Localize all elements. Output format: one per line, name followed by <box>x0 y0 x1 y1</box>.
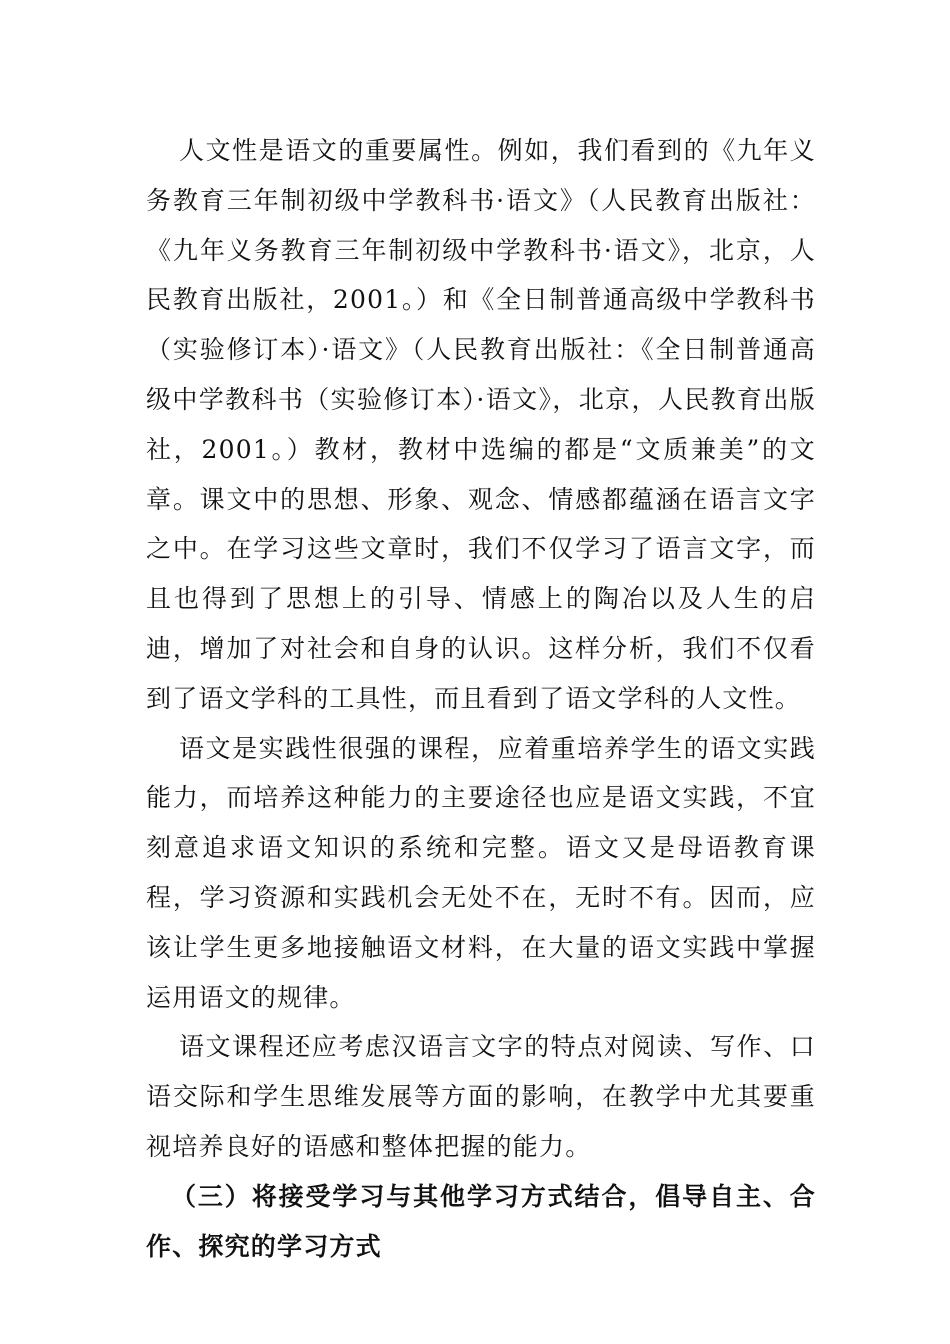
section-heading: （三）将接受学习与其他学习方式结合，倡导自主、合作、探究的学习方式 <box>146 1181 816 1261</box>
paragraph-language-features: 语文课程还应考虑汉语言文字的特点对阅读、写作、口语交际和学生思维发展等方面的影响，在教学中尤其要重视培养良好的语感和整体把握的能力。 <box>146 1032 816 1161</box>
paragraph-humanistic: 人文性是语文的重要属性。例如，我们看到的《九年义务教育三年制初级中学教科书·语文》（人民教育出版社：《九年义务教育三年制初级中学教科书·语文》，北京，人民教育出版社，2001。）和《全日制普通高级中学教科书（实验修订本）·语文》（人民教育出版社：《全日制普通高级中学教科书（实验修订本）·语文》，北京，人民教育出版社，2001。）教材，教材中选编的都是“文质兼美”的文章。课文中的思想、形象、观念、情感都蕴涵在语言文字之中。在学习这些文章时，我们不仅学习了语言文字，而且也得到了思想上的引导、情感上的陶冶以及人生的启迪，增加了对社会和自身的认识。这样分析，我们不仅看到了语文学科的工具性，而且看到了语文学科的人文性。 <box>146 136 816 713</box>
paragraph-practice: 语文是实践性很强的课程，应着重培养学生的语文实践能力，而培养这种能力的主要途径也应是语文实践，不宜刻意追求语文知识的系统和完整。语文又是母语教育课程，学习资源和实践机会无处不在，无时不有。因而，应该让学生更多地接触语文材料，在大量的语文实践中掌握运用语文的规律。 <box>146 733 816 1012</box>
document-body <box>146 126 816 1271</box>
